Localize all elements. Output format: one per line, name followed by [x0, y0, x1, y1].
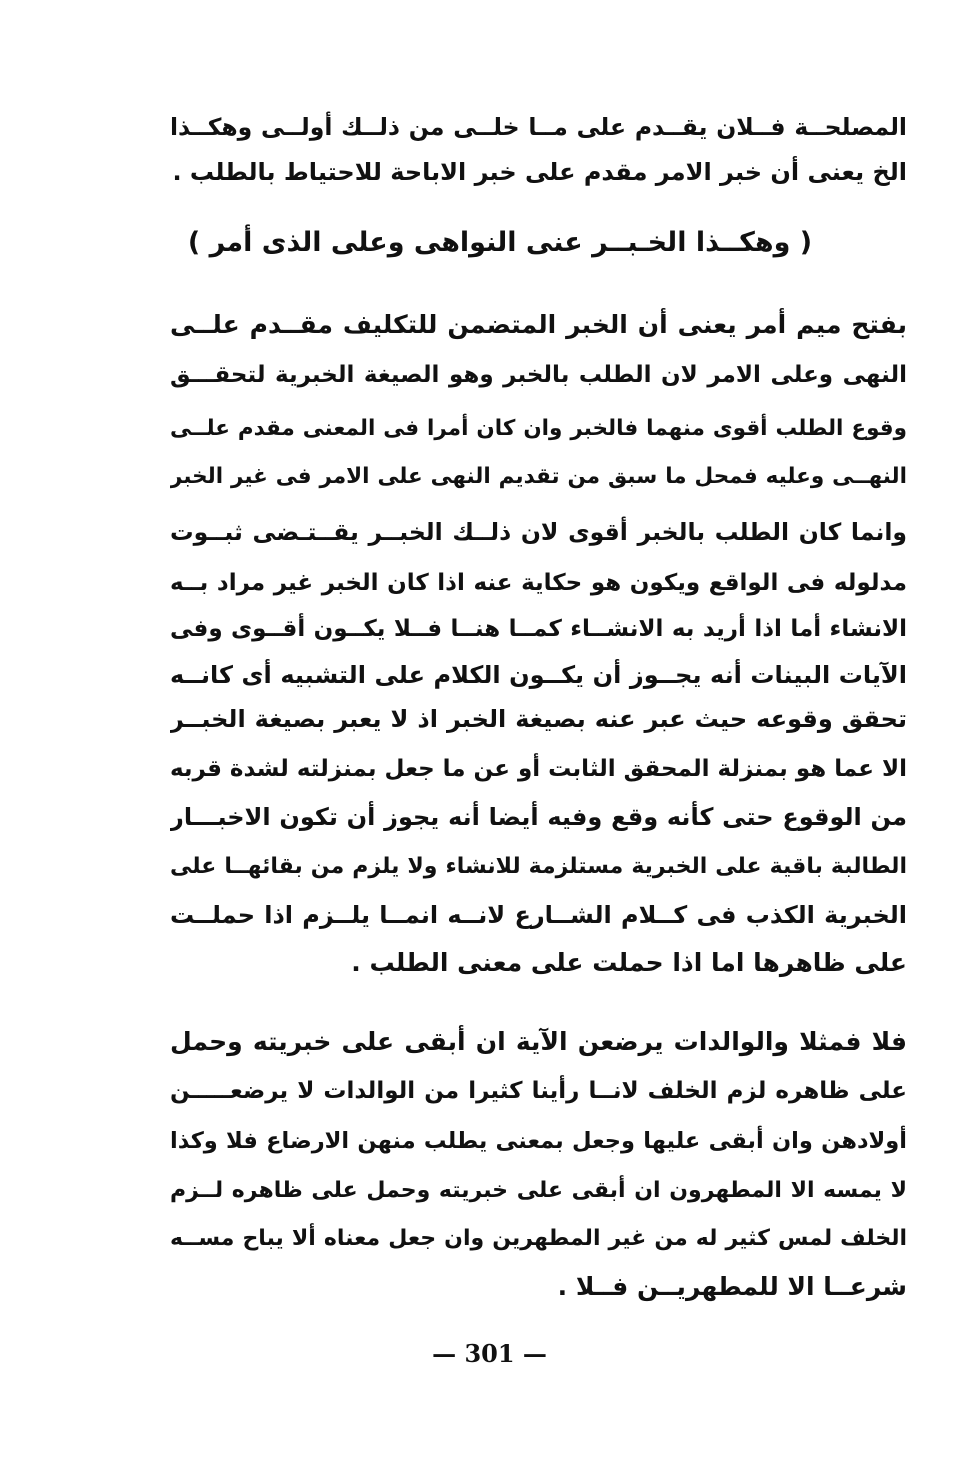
text-line: الا عما هو بمنزلة المحقق الثابت أو عن ما جعل بمنزلته لشدة قربه	[170, 756, 907, 782]
text-line: الآيات البينات أنه يجــوز أن يكــون الكلام على التشبيه أى كانــه	[170, 661, 907, 689]
text-line: المصلحــة فــلان يقــدم على مــا خلــى من ذلــك أولــى وهكــذا	[170, 113, 907, 141]
text-line: النهــى وعليه فمحل ما سبق من تقديم النهى على الامر فى غير الخبر	[170, 464, 907, 489]
text-line: شرعــا الا للمطهريــن فــلا .	[557, 1272, 907, 1301]
text-line: لا يمسه الا المطهرون ان أبقى على خبريته وحمل على ظاهره لــزم	[170, 1178, 907, 1203]
text-line: أولادهن وان أبقى عليها وجعل بمعنى يطلب منهن الارضاع فلا وكذا	[170, 1128, 907, 1154]
text-line: تحقق وقوعه حيث عبر عنه بصيغة الخبر اذ لا يعبر بصيغة الخبــر	[170, 705, 907, 733]
page-number: — 301 —	[432, 1339, 547, 1368]
text-line: من الوقوع حتى كأنه وقع وفيه أيضا أنه يجوز أن تكون الاخبـــار	[170, 803, 907, 831]
text-line: وانما كان الطلب بالخبر أقوى لان ذلــك الخبــر يقــتـضى ثبــوت	[170, 518, 907, 546]
text-line: الطالبة باقية على الخبرية مستلزمة للانشاء ولا يلزم من بقائهــا على	[170, 854, 907, 879]
text-line: الخلف لمس كثير له من غير المطهرين وان جعل معناه ألا يباح مســه	[170, 1226, 907, 1251]
text-line: وقوع الطلب أقوى منهما فالخبر وان كان أمرا فى المعنى مقدم علــى	[170, 416, 907, 441]
text-line: على ظاهره لزم الخلف لانــا رأينا كثيرا من الوالدات لا يرضعـــــن	[170, 1078, 907, 1104]
text-line: الخ يعنى أن خبر الامر مقدم على خبر الاباحة للاحتياط بالطلب .	[172, 158, 907, 186]
text-line: على ظاهرها اما اذا حملت على معنى الطلب .	[351, 948, 907, 977]
text-line: الانشاء أما اذا أريد به الانشــاء كمــا هنــا فــلا يكــون أقــوى وفى	[170, 616, 907, 642]
text-line: فلا فمثلا والوالدات يرضعن الآية ان أبقى على خبريته وحمل	[170, 1027, 907, 1056]
text-line: مدلوله فى الواقع ويكون هو حكاية عنه اذا كان الخبر غير مراد بــه	[170, 570, 907, 596]
text-line: بفتح ميم أمر يعنى أن الخبر المتضمن للتكليف مقــدم علــى	[170, 310, 907, 339]
text-line: الخبرية الكذب فى كــلام الشــارع لانــه انمــا يلــزم اذا حملــت	[170, 901, 907, 929]
text-line: النهى وعلى الامر لان الطلب بالخبر وهو الصيغة الخبرية لتحقـــق	[170, 362, 907, 388]
section-heading: ( وهكــذا الخـبــر عنى النواهى وعلى الذى أمر )	[187, 227, 813, 258]
